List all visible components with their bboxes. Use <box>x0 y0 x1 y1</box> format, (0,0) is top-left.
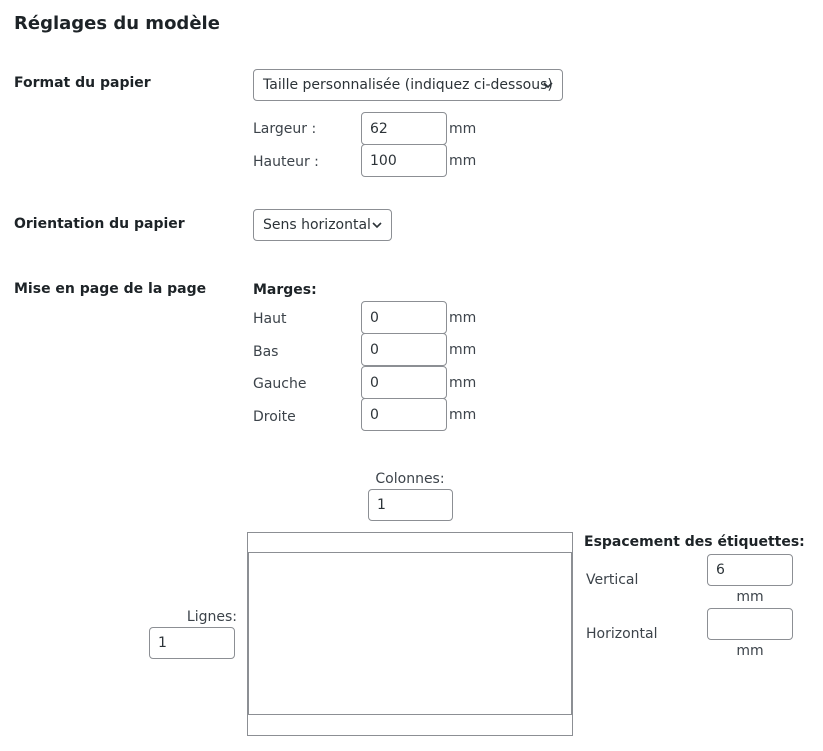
width-unit: mm <box>449 121 477 137</box>
rows-input[interactable] <box>149 627 235 659</box>
margin-bottom-input[interactable] <box>361 333 447 366</box>
margin-left-unit: mm <box>449 375 477 391</box>
margin-left-label: Gauche <box>253 376 307 392</box>
layout-label: Mise en page de la page <box>14 281 207 297</box>
horizontal-spacing-unit: mm <box>736 643 764 659</box>
columns-label: Colonnes: <box>375 471 445 487</box>
margin-right-label: Droite <box>253 409 296 425</box>
vertical-spacing-label: Vertical <box>586 572 639 588</box>
chevron-down-icon <box>542 79 554 91</box>
margins-label: Marges: <box>253 282 317 298</box>
height-label: Hauteur : <box>253 154 319 170</box>
margin-bottom-label: Bas <box>253 344 279 360</box>
rows-label: Lignes: <box>186 609 237 625</box>
margin-right-unit: mm <box>449 407 477 423</box>
margin-top-label: Haut <box>253 311 287 327</box>
orientation-label: Orientation du papier <box>14 216 185 232</box>
columns-input[interactable] <box>368 489 453 521</box>
paper-format-selected: Taille personnalisée (indiquez ci-dessous) <box>263 77 553 93</box>
chevron-down-icon <box>371 219 383 231</box>
orientation-selected: Sens horizontal <box>263 217 371 233</box>
spacing-label: Espacement des étiquettes: <box>584 534 805 550</box>
paper-format-label: Format du papier <box>14 75 151 91</box>
horizontal-spacing-label: Horizontal <box>586 626 658 642</box>
vertical-spacing-unit: mm <box>736 589 764 605</box>
margin-top-input[interactable] <box>361 301 447 334</box>
height-input[interactable] <box>361 144 447 177</box>
margin-left-input[interactable] <box>361 366 447 399</box>
label-preview-cell <box>248 552 572 715</box>
page-title: Réglages du modèle <box>14 13 220 34</box>
vertical-spacing-input[interactable] <box>707 554 793 586</box>
width-label: Largeur : <box>253 121 317 137</box>
horizontal-spacing-input[interactable] <box>707 608 793 640</box>
height-unit: mm <box>449 153 477 169</box>
orientation-select[interactable] <box>253 209 392 241</box>
margin-right-input[interactable] <box>361 398 447 431</box>
paper-format-select[interactable] <box>253 69 563 101</box>
margin-bottom-unit: mm <box>449 342 477 358</box>
margin-top-unit: mm <box>449 310 477 326</box>
width-input[interactable] <box>361 112 447 145</box>
